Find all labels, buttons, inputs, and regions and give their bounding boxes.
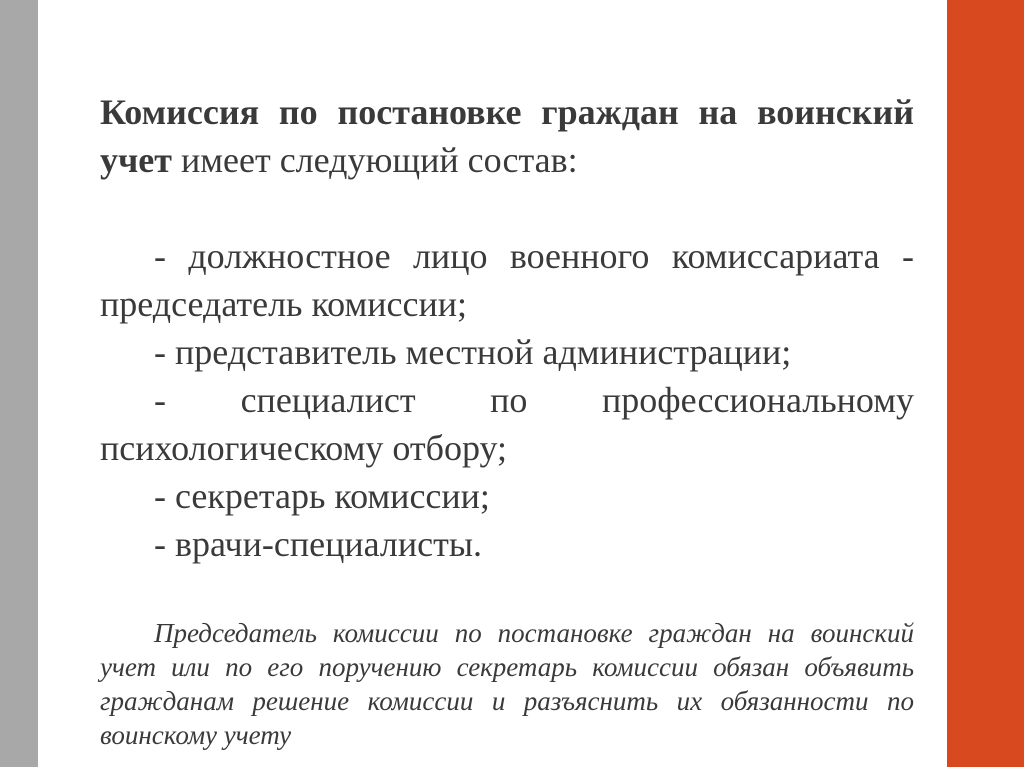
list-item-psychologist: - специалист по профессиональному психологическому отбору; [100, 380, 914, 468]
left-accent-bar [0, 0, 38, 767]
intro-bold-text: Комиссия по постановке граждан на воинский учет [100, 92, 914, 180]
list-item-official: - должностное лицо военного комиссариата - председатель комиссии; [100, 236, 914, 324]
list-item-administration: - представитель местной администрации; [154, 332, 792, 372]
list-item-secretary: - секретарь комиссии; [154, 476, 490, 516]
chairman-note: Председатель комиссии по постановке граждан на воинский учет или по его поручению секретарь комиссии обязан объявить гражданам решение комиссии и разъяснить их обязанности по воинскому учету [100, 618, 914, 750]
list-item-doctors: - врачи-специалисты. [154, 524, 483, 564]
slide-content [100, 88, 914, 752]
intro-rest-text: имеет следующий состав: [171, 140, 578, 180]
right-accent-bar [947, 0, 1024, 767]
intro-paragraph [100, 88, 914, 184]
